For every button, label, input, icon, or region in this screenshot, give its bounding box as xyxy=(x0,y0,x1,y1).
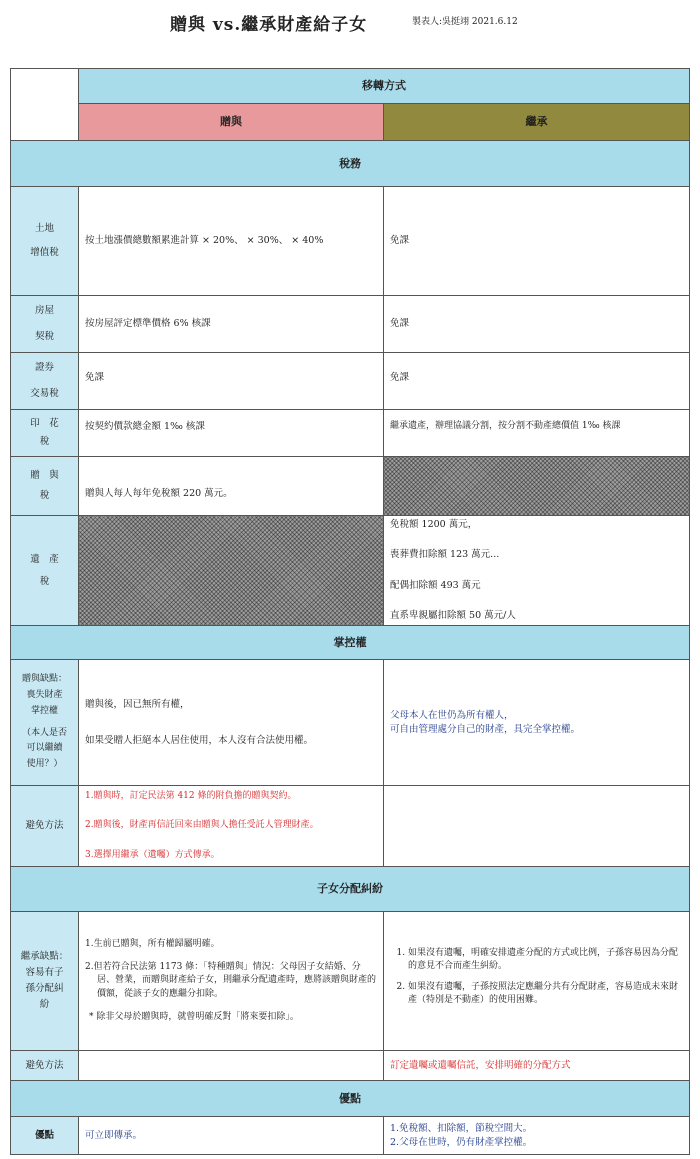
gift-drawback-label-1: 贈與缺點： xyxy=(21,674,67,685)
control-avoid-2: 2.贈與後，財產再信託回來由贈與人擔任受託人管理財產。 xyxy=(85,820,319,831)
advantages-gift: 可立即傳承。 xyxy=(78,1116,384,1155)
control-avoid-label: 避免方法 xyxy=(10,785,79,867)
inheritance-header: 繼承 xyxy=(383,103,690,141)
dispute-gift-2: 2.但若符合民法第 1173 條：「特種贈與」情況：父母因子女結婚、分居、營業，而贈與財產給子女，則繼承分配遺產時，應將該贈與財產的價額，從該子女的應繼分扣除。 xyxy=(85,962,377,999)
dispute-inherit-2: 2. 如果沒有遺囑，子孫按照法定應繼分共有分配財產，容易造成未來財產（特別是不動產）的使用困難。 xyxy=(408,981,683,1007)
title-bar xyxy=(0,8,700,34)
house-tax-gift: 按房屋評定標準價格 6% 核課 xyxy=(78,295,384,353)
advantages-label: 優點 xyxy=(10,1116,79,1155)
gift-drawback-gift xyxy=(78,659,384,786)
estate-tax-gift-na xyxy=(78,515,384,626)
dispute-avoid-label: 避免方法 xyxy=(10,1050,79,1081)
dispute-gift-3: * 除非父母於贈與時，就曾明確反對「將來要扣除」。 xyxy=(89,1011,299,1022)
securities-tax-gift: 免課 xyxy=(78,352,384,410)
estate-tax-descendant: 直系卑親屬扣除額 50 萬元/人 xyxy=(390,610,516,622)
gift-tax-inherit-na xyxy=(383,456,690,516)
securities-tax-label-1: 證券 xyxy=(34,362,54,374)
gift-drawback-label-5: 可以繼續 xyxy=(26,743,63,754)
advantages-inherit xyxy=(383,1116,690,1155)
stamp-tax-label-1: 印 花 xyxy=(30,418,59,430)
control-inherit-line-2: 可自由管理處分自己的財產，具完全掌控權。 xyxy=(390,723,581,735)
inherit-drawback-inherit xyxy=(383,911,690,1051)
author-date: 製表人:吳挺翊 2021.6.12 xyxy=(412,17,518,27)
estate-tax-label-2: 稅 xyxy=(39,575,50,587)
estate-tax-label xyxy=(10,515,79,626)
corner-cell xyxy=(10,68,79,141)
dispute-avoid-gift xyxy=(78,1050,384,1081)
dispute-inherit-1: 1. 如果沒有遺囑，明確安排遺產分配的方式或比例，子孫容易因為分配的意見不合而產生糾紛。 xyxy=(408,947,683,973)
gift-drawback-label-2: 喪失財產 xyxy=(26,690,63,700)
inherit-drawback-label-4: 紛 xyxy=(39,999,50,1011)
gift-drawback-label-4: （本人是否 xyxy=(21,727,67,738)
gift-drawback-line-2: 如果受贈人拒絕本人居住使用，本人沒有合法使用權。 xyxy=(85,734,314,746)
advantages-inherit-1: 1.免稅額、扣除額，節稅空間大。 xyxy=(390,1122,533,1134)
control-avoid-1: 1.贈與時，訂定民法第 412 條的附負擔的贈與契約。 xyxy=(85,791,297,801)
estate-tax-exemption: 免稅額 1200 萬元， xyxy=(390,519,478,530)
stamp-tax-inherit: 繼承遺產，辦理協議分割，按分割不動產總價值 1‰ 核課 xyxy=(383,409,690,457)
stamp-tax-label-2: 稅 xyxy=(39,436,50,447)
estate-tax-spouse: 配偶扣除額 493 萬元 xyxy=(390,579,481,591)
land-tax-label-2: 增值稅 xyxy=(30,247,59,258)
transfer-method-header: 移轉方式 xyxy=(78,68,690,104)
inherit-drawback-gift xyxy=(78,911,384,1051)
page-title: 贈與 vs.繼承財產給子女 xyxy=(170,15,368,35)
gift-drawback-inherit xyxy=(383,659,690,786)
inherit-drawback-label-2: 容易有子 xyxy=(25,966,64,978)
securities-tax-inherit: 免課 xyxy=(383,352,690,410)
dispute-inherit-list xyxy=(390,947,683,1015)
control-inherit-line-1: 父母本人在世仍為所有權人， xyxy=(390,709,514,721)
advantages-section-header: 優點 xyxy=(10,1080,690,1117)
land-tax-inherit: 免課 xyxy=(383,186,690,296)
gift-drawback-label-6: 使用？） xyxy=(26,759,63,769)
control-avoid-methods xyxy=(78,785,384,867)
control-avoid-inherit xyxy=(383,785,690,867)
inherit-drawback-label-1: 繼承缺點： xyxy=(20,950,69,962)
land-tax-gift: 按土地漲價總數額累進計算 × 20%、 × 30%、 × 40% xyxy=(78,186,384,296)
securities-tax-label-2: 交易稅 xyxy=(30,388,59,399)
inherit-drawback-label xyxy=(10,911,79,1051)
dispute-gift-1: 1.生前已贈與，所有權歸屬明確。 xyxy=(85,939,220,950)
land-tax-label-1: 土地 xyxy=(34,223,54,235)
securities-tax-label xyxy=(10,352,79,410)
estate-tax-funeral: 喪葬費扣除額 123 萬元... xyxy=(390,549,500,561)
gift-tax-label-2: 稅 xyxy=(39,490,50,501)
estate-tax-label-1: 遺 產 xyxy=(30,553,59,565)
tax-section-header: 稅務 xyxy=(10,140,690,187)
house-tax-label-2: 契稅 xyxy=(34,331,54,342)
gift-tax-gift: 贈與人每人每年免稅額 220 萬元。 xyxy=(78,456,384,516)
control-avoid-3: 3.選擇用繼承（遺囑）方式傳承。 xyxy=(85,849,220,860)
house-tax-label xyxy=(10,295,79,353)
house-tax-label-1: 房屋 xyxy=(34,305,54,317)
estate-tax-inherit xyxy=(383,515,690,626)
gift-tax-label xyxy=(10,456,79,516)
control-section-header: 掌控權 xyxy=(10,625,690,660)
dispute-avoid-inherit: 訂定遺囑或遺囑信託，安排明確的分配方式 xyxy=(383,1050,690,1081)
stamp-tax-gift: 按契約價款總金額 1‰ 核課 xyxy=(78,409,384,457)
inherit-drawback-label-3: 孫分配糾 xyxy=(25,983,64,994)
advantages-inherit-2: 2.父母在世時，仍有財產掌控權。 xyxy=(390,1136,533,1148)
gift-tax-label-1: 贈 與 xyxy=(30,470,59,482)
dispute-section-header: 子女分配糾紛 xyxy=(10,866,690,912)
gift-drawback-line-1: 贈與後，因已無所有權， xyxy=(85,698,190,710)
gift-header: 贈與 xyxy=(78,103,384,141)
land-tax-label xyxy=(10,186,79,296)
gift-drawback-label xyxy=(10,659,79,786)
house-tax-inherit: 免課 xyxy=(383,295,690,353)
stamp-tax-label xyxy=(10,409,79,457)
gift-drawback-label-3: 掌控權 xyxy=(30,705,58,716)
